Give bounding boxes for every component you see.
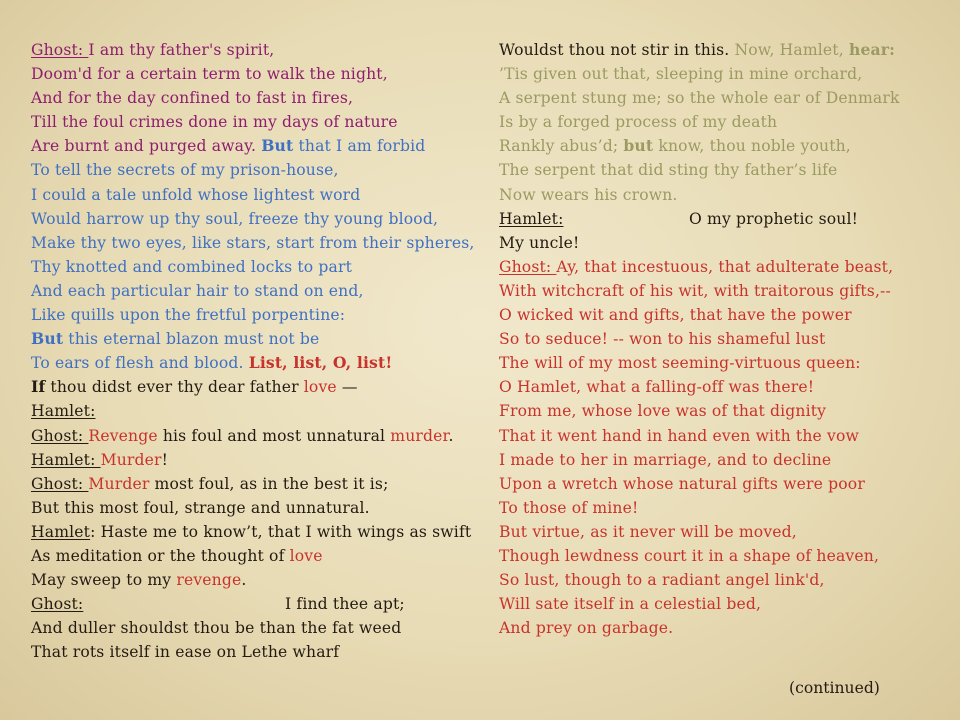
verse-segment: To ears of flesh and blood. (31, 354, 249, 373)
verse-segment: I find thee apt; (285, 595, 405, 614)
verse-segment: his foul and most unnatural (157, 426, 391, 445)
verse-segment: revenge (176, 571, 242, 590)
verse-line (499, 158, 929, 182)
verse-segment: ’Tis given out that, sleeping in mine orchard, (499, 65, 863, 84)
verse-line (31, 592, 501, 616)
verse-segment: Would harrow up thy soul, freeze thy young blood, (31, 209, 439, 228)
speaker-label: Hamlet: (31, 402, 96, 421)
verse-segment: love (303, 378, 337, 397)
verse-segment: most foul, as in the best it is; (149, 474, 389, 493)
verse-segment: To tell the secrets of my prison-house, (31, 161, 339, 180)
verse-line (31, 568, 501, 592)
verse-line (31, 110, 501, 134)
verse-segment: So lust, though to a radiant angel link'd, (499, 571, 825, 590)
verse-segment: If (31, 377, 46, 397)
verse-segment: The will of my most seeming-virtuous queen: (499, 354, 861, 373)
verse-line (499, 399, 929, 423)
verse-line (499, 38, 929, 62)
verse-line (31, 231, 501, 255)
verse-line (31, 303, 501, 327)
verse-line (499, 351, 929, 375)
verse-segment: but (623, 136, 654, 156)
verse-segment: But this most foul, strange and unnatural. (31, 498, 370, 517)
verse-line (31, 520, 501, 544)
verse-segment: murder (390, 426, 449, 445)
verse-segment: O Hamlet, what a falling-off was there! (499, 378, 815, 397)
verse-segment: Murder (88, 474, 150, 493)
verse-line (499, 303, 929, 327)
verse-segment: O my prophetic soul! (689, 209, 859, 228)
verse-segment: Revenge (88, 426, 158, 445)
verse-line (31, 544, 501, 568)
verse-segment: My uncle! (499, 233, 580, 252)
verse-line (499, 207, 929, 231)
verse-line (499, 62, 929, 86)
verse-segment: ! (161, 450, 169, 469)
verse-line (499, 110, 929, 134)
verse-line (499, 375, 929, 399)
verse-segment: Are burnt and purged away. (31, 137, 262, 156)
verse-line (499, 86, 929, 110)
speaker-label: Ghost: (31, 426, 89, 445)
verse-segment: But (261, 136, 294, 156)
verse-segment: Till the foul crimes done in my days of nature (31, 113, 398, 132)
verse-segment: Wouldst thou not stir in this. (499, 41, 735, 59)
verse-line (31, 86, 501, 110)
verse-line (499, 183, 929, 207)
verse-segment: I am thy father's spirit, (88, 41, 275, 59)
verse-line (31, 38, 501, 62)
verse-line (31, 399, 501, 423)
verse-segment: Doom'd for a certain term to walk the night, (31, 65, 388, 84)
verse-segment: But virtue, as it never will be moved, (499, 522, 797, 541)
verse-line (31, 279, 501, 303)
verse-segment: And each particular hair to stand on end, (31, 281, 364, 300)
verse-line (31, 207, 501, 231)
continued-note: (continued) (789, 679, 880, 697)
verse-line (31, 327, 501, 351)
verse-line (499, 568, 929, 592)
verse-segment: Make thy two eyes, like stars, start from their spheres, (31, 233, 475, 252)
verse-line (499, 231, 929, 255)
verse-segment: Like quills upon the fretful porpentine: (31, 306, 346, 325)
verse-segment: : Haste me to know’t, that I with wings as swift (90, 522, 472, 541)
speaker-label: Ghost: (31, 595, 84, 614)
verse-line (31, 472, 501, 496)
verse-line (31, 158, 501, 182)
verse-line (31, 62, 501, 86)
verse-line (499, 424, 929, 448)
verse-segment: Ay, that incestuous, that adulterate beast, (556, 257, 894, 276)
verse-segment: A serpent stung me; so the whole ear of Denmark (499, 89, 900, 108)
verse-line (499, 544, 929, 568)
verse-line (499, 255, 929, 279)
verse-segment: . (241, 571, 247, 590)
verse-segment: List, list, O, list! (248, 353, 393, 373)
verse-segment: thou didst ever thy dear father (45, 378, 304, 397)
verse-segment: Though lewdness court it in a shape of heaven, (499, 546, 880, 565)
verse-segment: To those of mine! (499, 498, 639, 517)
verse-segment: But (31, 329, 64, 349)
verse-segment: And for the day confined to fast in fires, (31, 89, 354, 108)
verse-segment: With witchcraft of his wit, with traitorous gifts,-- (499, 281, 891, 300)
verse-line (499, 134, 929, 158)
verse-line (31, 351, 501, 375)
verse-segment: Is by a forged process of my death (499, 113, 778, 132)
verse-segment: hear: (848, 40, 896, 59)
right-text-column (499, 38, 929, 640)
verse-segment: Now wears his crown. (499, 185, 678, 204)
verse-segment: I made to her in marriage, and to decline (499, 450, 832, 469)
verse-line (499, 520, 929, 544)
verse-segment: O wicked wit and gifts, that have the power (499, 306, 852, 325)
verse-segment: That rots itself in ease on Lethe wharf (31, 643, 340, 662)
verse-line (499, 616, 929, 640)
left-text-column (31, 38, 501, 664)
verse-segment: love (289, 546, 323, 565)
verse-line (499, 472, 929, 496)
verse-segment: — (336, 378, 358, 397)
verse-segment: know, thou noble youth, (653, 137, 851, 156)
verse-segment: Will sate itself in a celestial bed, (499, 595, 762, 614)
verse-segment: Upon a wretch whose natural gifts were poor (499, 474, 865, 493)
verse-line (31, 183, 501, 207)
verse-line (31, 640, 501, 664)
speaker-label: Hamlet: (31, 450, 101, 469)
verse-line (499, 592, 929, 616)
verse-segment: And duller shouldst thou be than the fat weed (31, 619, 402, 638)
verse-segment: From me, whose love was of that dignity (499, 402, 827, 421)
verse-line (31, 375, 501, 399)
speaker-label: Hamlet: (499, 209, 564, 228)
verse-segment: The serpent that did sting thy father’s life (499, 161, 838, 180)
verse-segment: that I am forbid (293, 137, 426, 156)
speaker-label: Hamlet (31, 522, 91, 541)
verse-line (31, 255, 501, 279)
verse-line (499, 327, 929, 351)
speaker-label: Ghost: (31, 41, 89, 59)
verse-segment: And prey on garbage. (499, 619, 674, 638)
verse-segment: . (448, 426, 454, 445)
verse-segment: I could a tale unfold whose lightest word (31, 185, 361, 204)
verse-line (31, 134, 501, 158)
speaker-label: Ghost: (499, 257, 557, 276)
verse-segment: As meditation or the thought of (31, 546, 290, 565)
verse-segment: May sweep to my (31, 571, 177, 590)
verse-segment: Thy knotted and combined locks to part (31, 257, 352, 276)
verse-line (31, 424, 501, 448)
verse-line (31, 448, 501, 472)
verse-segment: Murder (100, 450, 162, 469)
verse-line (31, 616, 501, 640)
verse-line (31, 496, 501, 520)
verse-line (499, 496, 929, 520)
verse-segment: So to seduce! -- won to his shameful lust (499, 330, 826, 349)
verse-segment: Now, Hamlet, (734, 41, 849, 59)
verse-segment: That it went hand in hand even with the vow (499, 426, 860, 445)
verse-segment: this eternal blazon must not be (63, 330, 320, 349)
verse-line (499, 279, 929, 303)
speaker-label: Ghost: (31, 474, 89, 493)
verse-segment: Rankly abus’d; (499, 137, 624, 156)
verse-line (499, 448, 929, 472)
